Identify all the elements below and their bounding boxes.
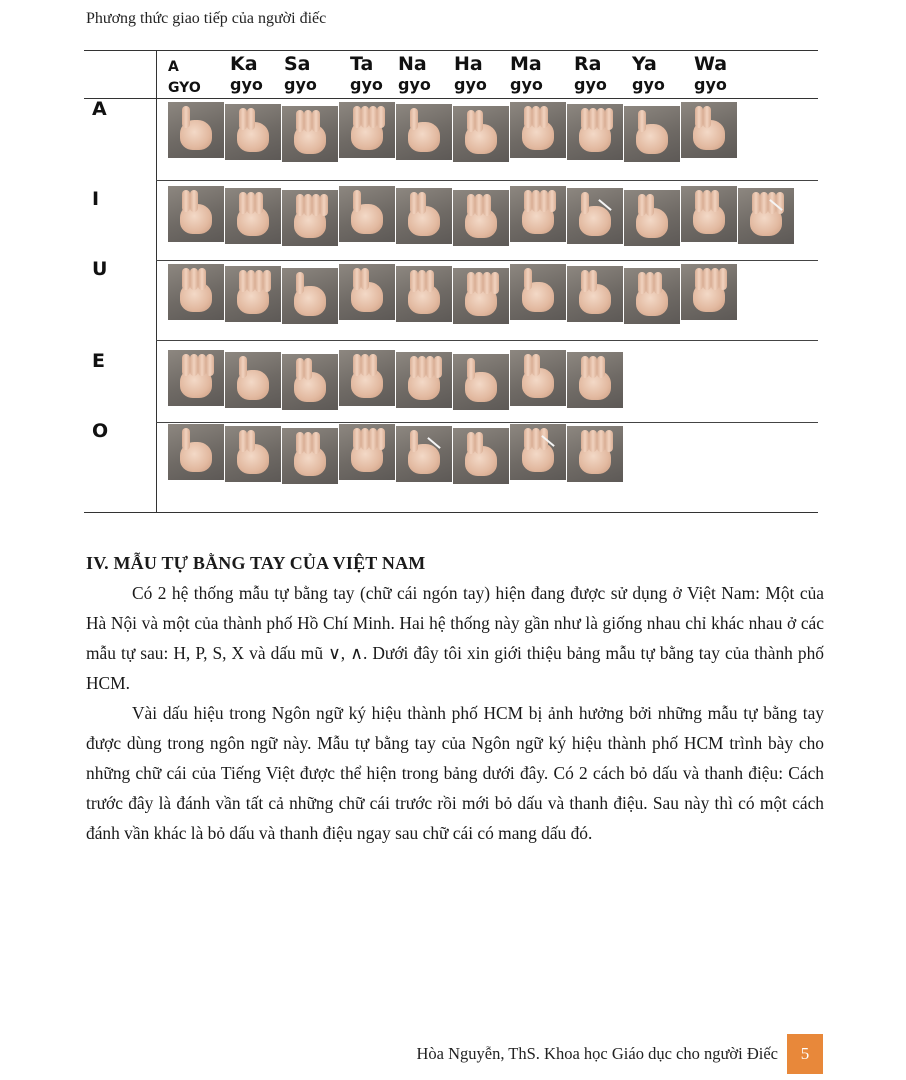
hand-finger	[353, 106, 361, 128]
column-kana: Wa	[694, 53, 728, 75]
hand-finger	[410, 356, 418, 378]
column-kana: Na	[398, 53, 427, 75]
row-divider	[156, 422, 818, 423]
hand-finger	[361, 106, 369, 128]
hand-finger	[247, 430, 255, 452]
hand-finger	[255, 192, 263, 214]
hand-finger	[418, 356, 426, 378]
hand-finger	[467, 358, 475, 380]
column-header	[694, 53, 727, 95]
hand-finger	[605, 430, 613, 452]
paragraph-1: Có 2 hệ thống mẫu tự bằng tay (chữ cái ngón tay) hiện đang được sử dụng ở Việt Nam: Một của Hà Nội và một của thành phố Hồ Chí Minh. Hai hệ thống này gần như là giống nhau chỉ khác nhau ở các mẫu tự sau: H, P, S, X và dấu mũ ∨, ∧. Dưới đây tôi xin giới thiệu bảng mẫu tự bằng tay của thành phố HCM.	[86, 583, 824, 693]
hand-finger	[589, 270, 597, 292]
column-header	[454, 53, 487, 95]
hand-sign-photo	[168, 186, 224, 242]
column-header	[284, 53, 317, 95]
column-gyo: GYO	[168, 80, 201, 96]
hand-finger	[597, 356, 605, 378]
table-top-rule	[84, 50, 818, 51]
hand-finger	[410, 192, 418, 214]
hand-finger	[190, 354, 198, 376]
hand-finger	[581, 192, 589, 214]
hand-finger	[255, 270, 263, 292]
hand-finger	[410, 108, 418, 130]
hand-finger	[475, 272, 483, 294]
hand-sign-photo	[510, 186, 566, 242]
hand-finger	[752, 192, 760, 214]
hand-finger	[532, 354, 540, 376]
hand-finger	[434, 356, 442, 378]
hand-sign-photo	[168, 102, 224, 158]
hand-finger	[532, 190, 540, 212]
hand-finger	[410, 270, 418, 292]
hand-finger	[296, 358, 304, 380]
hand-finger	[190, 268, 198, 290]
column-gyo: gyo	[510, 75, 543, 94]
hand-finger	[703, 190, 711, 212]
hand-finger	[239, 356, 247, 378]
hand-sign-photo	[453, 190, 509, 246]
column-kana: Ta	[350, 53, 374, 75]
section-heading: IV. MẪU TỰ BẰNG TAY CỦA VIỆT NAM	[86, 553, 426, 573]
hand-finger	[312, 194, 320, 216]
hand-sign-photo	[225, 104, 281, 160]
hand-finger	[304, 432, 312, 454]
hand-finger	[760, 192, 768, 214]
hand-sign-photo	[339, 264, 395, 320]
hand-finger	[361, 428, 369, 450]
hand-finger	[206, 354, 214, 376]
column-header	[398, 53, 431, 95]
table-label-divider	[156, 50, 157, 512]
hand-finger	[589, 430, 597, 452]
hand-finger	[312, 432, 320, 454]
hand-sign-photo	[681, 102, 737, 158]
hand-sign-photo	[453, 106, 509, 162]
column-header	[574, 53, 607, 95]
hand-finger	[597, 108, 605, 130]
hand-finger	[695, 190, 703, 212]
hand-finger	[540, 106, 548, 128]
column-gyo: gyo	[454, 75, 487, 94]
hand-finger	[263, 270, 271, 292]
hand-sign-photo	[282, 428, 338, 484]
hand-sign-photo	[339, 350, 395, 406]
hand-sign-photo	[168, 264, 224, 320]
hand-sign-photo	[225, 426, 281, 482]
hand-finger	[524, 354, 532, 376]
hand-finger	[703, 106, 711, 128]
hand-finger	[296, 110, 304, 132]
hand-finger	[182, 268, 190, 290]
hand-sign-photo	[453, 354, 509, 410]
hand-finger	[353, 268, 361, 290]
hand-finger	[182, 106, 190, 128]
hand-finger	[353, 190, 361, 212]
hand-finger	[483, 194, 491, 216]
hand-finger	[711, 268, 719, 290]
column-header	[632, 53, 665, 95]
column-kana: Ha	[454, 53, 483, 75]
hand-finger	[581, 108, 589, 130]
hand-finger	[597, 430, 605, 452]
hand-sign-photo	[510, 264, 566, 320]
table-bottom-rule	[84, 512, 818, 513]
hand-finger	[369, 428, 377, 450]
hand-finger	[581, 270, 589, 292]
column-kana: Sa	[284, 53, 311, 75]
hand-sign-photo	[396, 352, 452, 408]
hand-finger	[312, 110, 320, 132]
hand-finger	[703, 268, 711, 290]
hand-finger	[410, 430, 418, 452]
hand-finger	[296, 272, 304, 294]
hand-finger	[182, 190, 190, 212]
hand-sign-photo	[282, 106, 338, 162]
hand-sign-photo	[225, 352, 281, 408]
hand-sign-photo	[624, 190, 680, 246]
hand-sign-photo	[168, 424, 224, 480]
column-header	[510, 53, 543, 95]
hand-sign-photo	[396, 266, 452, 322]
hand-finger	[239, 270, 247, 292]
hand-sign-photo	[681, 264, 737, 320]
hand-finger	[581, 356, 589, 378]
hand-finger	[369, 106, 377, 128]
hand-finger	[377, 106, 385, 128]
hand-finger	[475, 432, 483, 454]
column-gyo: gyo	[230, 75, 263, 94]
hand-finger	[377, 428, 385, 450]
hand-finger	[646, 194, 654, 216]
hand-finger	[247, 192, 255, 214]
hand-sign-photo	[339, 102, 395, 158]
hand-finger	[581, 430, 589, 452]
hand-sign-photo	[453, 268, 509, 324]
hand-sign-photo	[396, 188, 452, 244]
hand-finger	[524, 190, 532, 212]
hand-finger	[776, 192, 784, 214]
hand-finger	[695, 106, 703, 128]
hand-finger	[353, 354, 361, 376]
hand-sign-photo	[681, 186, 737, 242]
hand-finger	[426, 356, 434, 378]
column-gyo: gyo	[694, 75, 727, 94]
hand-finger	[638, 110, 646, 132]
hand-sign-photo	[624, 106, 680, 162]
hand-finger	[654, 272, 662, 294]
column-kana: Ya	[632, 53, 657, 75]
hand-finger	[296, 432, 304, 454]
column-gyo: gyo	[398, 75, 431, 94]
hand-sign-photo	[510, 350, 566, 406]
hand-finger	[304, 110, 312, 132]
hand-finger	[190, 190, 198, 212]
hand-finger	[467, 432, 475, 454]
row-label: I	[92, 188, 100, 210]
hand-finger	[353, 428, 361, 450]
hand-finger	[719, 268, 727, 290]
hand-sign-photo	[567, 352, 623, 408]
hand-finger	[524, 428, 532, 450]
hand-finger	[711, 190, 719, 212]
column-kana: Ka	[230, 53, 258, 75]
hand-finger	[239, 108, 247, 130]
hand-finger	[304, 194, 312, 216]
hand-sign-photo	[282, 268, 338, 324]
column-gyo: gyo	[574, 75, 607, 94]
hand-sign-photo	[567, 266, 623, 322]
hand-sign-photo	[510, 424, 566, 480]
column-kana: A	[168, 59, 179, 75]
row-label: A	[92, 98, 107, 120]
hand-finger	[418, 270, 426, 292]
hand-finger	[646, 272, 654, 294]
running-header: Phương thức giao tiếp của người điếc	[86, 10, 327, 27]
hand-finger	[532, 428, 540, 450]
row-label: U	[92, 258, 108, 280]
hand-sign-photo	[567, 188, 623, 244]
column-gyo: gyo	[284, 75, 317, 94]
hand-finger	[467, 194, 475, 216]
paragraph-2: Vài dấu hiệu trong Ngôn ngữ ký hiệu thành phố HCM bị ảnh hưởng bởi những mẫu tự bằng tay được dùng trong ngôn ngữ này. Mẫu tự bằng tay của Ngôn ngữ ký hiệu thành phố HCM trình bày cho những chữ cái của Tiếng Việt được thể hiện trong bảng dưới đây. Có 2 cách bỏ dấu và thanh điệu: Cách trước đây là đánh vần tất cả những chữ cái trước rồi mới bỏ dấu và thanh điệu. Sau này thì có một cách đánh vần khác là bỏ dấu và thanh điệu ngay sau chữ cái có mang dấu đó.	[86, 703, 824, 843]
hand-sign-photo	[396, 426, 452, 482]
hand-sign-photo	[510, 102, 566, 158]
hand-finger	[239, 192, 247, 214]
hand-finger	[491, 272, 499, 294]
hand-sign-photo	[567, 104, 623, 160]
hand-finger	[475, 110, 483, 132]
hand-finger	[532, 106, 540, 128]
hand-finger	[540, 190, 548, 212]
column-kana: Ra	[574, 53, 602, 75]
hand-finger	[182, 428, 190, 450]
hand-finger	[589, 108, 597, 130]
hand-finger	[369, 354, 377, 376]
hand-finger	[239, 430, 247, 452]
hand-sign-photo	[339, 424, 395, 480]
hand-finger	[320, 194, 328, 216]
column-header	[168, 56, 201, 98]
hand-sign-photo	[738, 188, 794, 244]
hand-finger	[361, 354, 369, 376]
column-gyo: gyo	[350, 75, 383, 94]
hand-finger	[548, 190, 556, 212]
hand-finger	[198, 354, 206, 376]
row-label: E	[92, 350, 105, 372]
hand-finger	[304, 358, 312, 380]
hand-sign-photo	[282, 190, 338, 246]
hand-finger	[467, 110, 475, 132]
row-divider	[156, 340, 818, 341]
hand-finger	[695, 268, 703, 290]
footer-author: Hòa Nguyễn, ThS. Khoa học Giáo dục cho người Điếc	[416, 1044, 778, 1063]
hand-finger	[198, 268, 206, 290]
sign-alphabet-table	[84, 50, 818, 514]
hand-finger	[638, 194, 646, 216]
hand-finger	[418, 192, 426, 214]
row-label: O	[92, 420, 109, 442]
row-divider	[156, 260, 818, 261]
table-header-rule	[84, 98, 818, 99]
hand-finger	[524, 106, 532, 128]
hand-sign-photo	[339, 186, 395, 242]
hand-sign-photo	[453, 428, 509, 484]
hand-finger	[361, 268, 369, 290]
hand-sign-photo	[567, 426, 623, 482]
hand-sign-photo	[225, 266, 281, 322]
column-gyo: gyo	[632, 75, 665, 94]
hand-finger	[426, 270, 434, 292]
page-number-badge: 5	[787, 1034, 823, 1074]
hand-sign-photo	[168, 350, 224, 406]
hand-finger	[638, 272, 646, 294]
hand-sign-photo	[225, 188, 281, 244]
column-kana: Ma	[510, 53, 542, 75]
hand-finger	[182, 354, 190, 376]
hand-sign-photo	[396, 104, 452, 160]
hand-sign-photo	[624, 268, 680, 324]
hand-finger	[247, 270, 255, 292]
hand-finger	[467, 272, 475, 294]
hand-finger	[475, 194, 483, 216]
column-header	[350, 53, 383, 95]
column-header	[230, 53, 263, 95]
hand-finger	[483, 272, 491, 294]
hand-finger	[605, 108, 613, 130]
hand-finger	[296, 194, 304, 216]
row-divider	[156, 180, 818, 181]
hand-finger	[589, 356, 597, 378]
hand-finger	[247, 108, 255, 130]
hand-finger	[524, 268, 532, 290]
hand-sign-photo	[282, 354, 338, 410]
